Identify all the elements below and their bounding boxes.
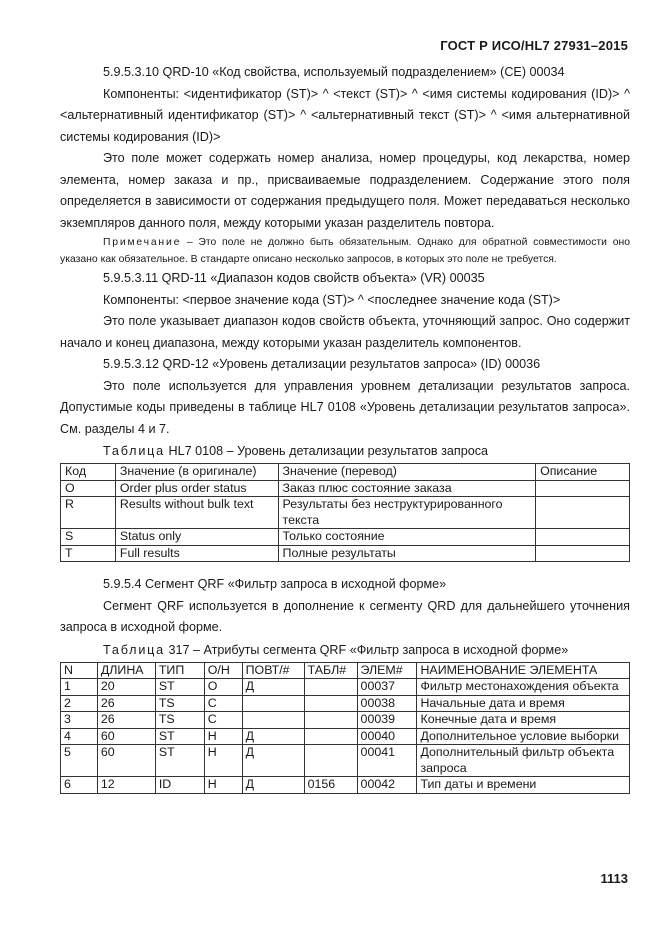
table-cell — [536, 545, 630, 562]
table-cell: 00040 — [357, 728, 417, 745]
table-cell: Дополнительный фильтр объекта запроса — [417, 745, 630, 777]
section-title-qrd10: 5.9.5.3.10 QRD-10 «Код свойства, используемый подразделением» (CE) 00034 — [103, 65, 565, 79]
column-header: Значение (перевод) — [278, 464, 536, 481]
table-cell — [304, 728, 357, 745]
table-hl7-0108 — [60, 463, 630, 562]
caption-label: Таблица — [103, 444, 165, 458]
table-cell: Д — [242, 679, 304, 696]
section-title-qrd12: 5.9.5.3.12 QRD-12 «Уровень детализации результатов запроса» (ID) 00036 — [103, 357, 541, 371]
note-text: – Это поле не должно быть обязательным. Однако для обратной совместимости оно указано как обязательное. В стандарте описано несколько запросов, в которых это поле не требуется. — [60, 237, 630, 265]
caption-text: HL7 0108 – Уровень детализации результатов запроса — [164, 444, 489, 458]
column-header: Описание — [536, 464, 630, 481]
table-cell: 26 — [97, 695, 155, 712]
table-cell: 00038 — [357, 695, 417, 712]
table-cell: O — [61, 480, 116, 497]
table-cell: Результаты без неструктурированного текста — [278, 497, 536, 529]
table-cell: Д — [242, 745, 304, 777]
table-row — [61, 529, 630, 546]
table-cell: С — [204, 695, 242, 712]
table-cell: ID — [155, 777, 204, 794]
page-content — [60, 62, 630, 794]
table-cell: Заказ плюс состояние заказа — [278, 480, 536, 497]
qrf-description: Сегмент QRF используется в дополнение к сегменту QRD для дальнейшего уточнения запроса в исходной форме. — [60, 598, 630, 634]
table-row — [61, 745, 630, 777]
table-cell: Фильтр местонахождения объекта — [417, 679, 630, 696]
table-cell: R — [61, 497, 116, 529]
table-cell — [536, 480, 630, 497]
table-cell: Д — [242, 777, 304, 794]
table-cell: 00039 — [357, 712, 417, 729]
table-cell: TS — [155, 712, 204, 729]
table-317 — [60, 662, 630, 794]
table-cell: Results without bulk text — [115, 497, 278, 529]
table-cell: ST — [155, 728, 204, 745]
table-row — [61, 497, 630, 529]
table-cell: 6 — [61, 777, 98, 794]
table-cell: ST — [155, 745, 204, 777]
column-header: N — [61, 662, 98, 679]
table-cell: Начальные дата и время — [417, 695, 630, 712]
table-header-row — [61, 662, 630, 679]
table-hl7-0108-caption — [60, 441, 630, 462]
qrd10-components: Компоненты: <идентификатор (ST)> ^ <текст (ST)> ^ <имя системы кодирования (ID)> ^ <альтернативный идентификатор (ST)> ^ <альтернативный текст (ST)> ^ <имя альтернативной системы кодирования (ID)> — [60, 86, 630, 144]
qrd10-note — [60, 234, 630, 268]
table-cell: Тип даты и времени — [417, 777, 630, 794]
table-cell: 00042 — [357, 777, 417, 794]
column-header: Значение (в оригинале) — [115, 464, 278, 481]
table-cell: Только состояние — [278, 529, 536, 546]
table-cell: Н — [204, 745, 242, 777]
table-cell: 5 — [61, 745, 98, 777]
note-label: Примечание — [103, 237, 182, 248]
section-title-qrf: 5.9.5.4 Сегмент QRF «Фильтр запроса в исходной форме» — [103, 577, 447, 591]
table-cell: S — [61, 529, 116, 546]
table-cell: 60 — [97, 728, 155, 745]
table-cell: Н — [204, 728, 242, 745]
caption-label: Таблица — [103, 642, 165, 657]
table-cell: 12 — [97, 777, 155, 794]
table-row — [61, 728, 630, 745]
column-header: ДЛИНА — [97, 662, 155, 679]
column-header: ТАБЛ# — [304, 662, 357, 679]
table-cell: 2 — [61, 695, 98, 712]
table-cell: Status only — [115, 529, 278, 546]
column-header: ПОВТ/# — [242, 662, 304, 679]
table-cell: Н — [204, 777, 242, 794]
table-row — [61, 777, 630, 794]
table-row — [61, 695, 630, 712]
table-row — [61, 679, 630, 696]
qrd11-components: Компоненты: <первое значение кода (ST)> ^ <последнее значение кода (ST)> — [103, 292, 561, 307]
table-cell: ST — [155, 679, 204, 696]
table-cell — [536, 497, 630, 529]
table-cell: Д — [242, 728, 304, 745]
qrd11-description: Это поле указывает диапазон кодов свойств объекта, уточняющий запрос. Оно содержит начало и конец диапазона, между которыми указан разделитель компонентов. — [60, 314, 630, 350]
column-header: НАИМЕНОВАНИЕ ЭЛЕМЕНТА — [417, 662, 630, 679]
table-cell — [304, 679, 357, 696]
table-cell: О — [204, 679, 242, 696]
table-row — [61, 480, 630, 497]
table-cell — [304, 712, 357, 729]
table-cell: T — [61, 545, 116, 562]
table-cell: 00037 — [357, 679, 417, 696]
table-row — [61, 712, 630, 729]
table-row — [61, 545, 630, 562]
table-cell: Конечные дата и время — [417, 712, 630, 729]
table-cell: Full results — [115, 545, 278, 562]
table-cell: 1 — [61, 679, 98, 696]
column-header: ТИП — [155, 662, 204, 679]
caption-text: 317 – Атрибуты сегмента QRF «Фильтр запроса в исходной форме» — [164, 642, 569, 657]
table-cell: 00041 — [357, 745, 417, 777]
table-cell: 4 — [61, 728, 98, 745]
table-cell — [242, 695, 304, 712]
table-cell — [242, 712, 304, 729]
table-cell: 3 — [61, 712, 98, 729]
table-cell: 0156 — [304, 777, 357, 794]
page-number: 1113 — [600, 871, 628, 886]
section-title-qrd11: 5.9.5.3.11 QRD-11 «Диапазон кодов свойств объекта» (VR) 00035 — [103, 271, 485, 285]
table-cell: Дополнительное условие выборки — [417, 728, 630, 745]
column-header: О/Н — [204, 662, 242, 679]
qrd12-description: Это поле используется для управления уровнем детализации результатов запроса. Допустимые коды приведены в таблице HL7 0108 «Уровень детализации результатов запроса». См. разделы 4 и 7. — [60, 378, 630, 436]
table-cell: 20 — [97, 679, 155, 696]
table-cell: Order plus order status — [115, 480, 278, 497]
table-cell: С — [204, 712, 242, 729]
document-header: ГОСТ Р ИСО/HL7 27931–2015 — [440, 38, 628, 53]
table-cell: Полные результаты — [278, 545, 536, 562]
table-cell — [304, 695, 357, 712]
table-317-caption — [60, 640, 630, 661]
table-header-row — [61, 464, 630, 481]
column-header: Код — [61, 464, 116, 481]
table-cell — [536, 529, 630, 546]
table-cell: 60 — [97, 745, 155, 777]
table-cell — [304, 745, 357, 777]
table-cell: TS — [155, 695, 204, 712]
qrd10-description: Это поле может содержать номер анализа, номер процедуры, код лекарства, номер элемента, номер заказа и пр., присваиваемые подразделением. Содержание этого поля определяется в зависимости от содержания предыдущего поля. Может передаваться несколько экземпляров данного поля, между которыми указан разделитель повтора. — [60, 151, 630, 230]
column-header: ЭЛЕМ# — [357, 662, 417, 679]
table-cell: 26 — [97, 712, 155, 729]
